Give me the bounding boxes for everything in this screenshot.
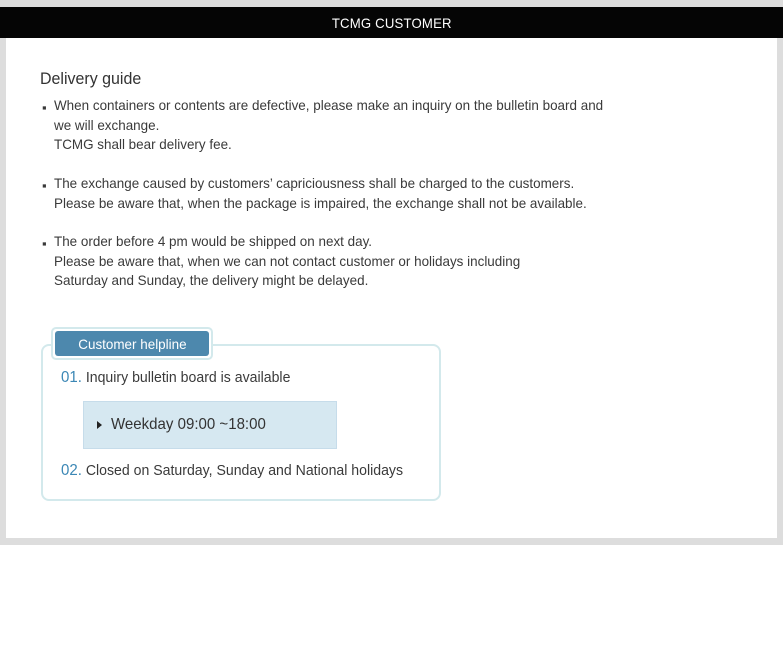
- helpline-tab: [51, 327, 213, 360]
- guide-line: When containers or contents are defective, please make an inquiry on the bulletin board and: [54, 97, 604, 113]
- helpline-item: [61, 369, 290, 387]
- helpline-item-text: Inquiry bulletin board is available: [85, 369, 291, 386]
- helpline-item: [61, 462, 403, 480]
- helpline-item-number: 01.: [61, 369, 82, 386]
- header-bar: [0, 7, 783, 38]
- content-panel: [6, 38, 777, 538]
- guide-line: TCMG shall bear delivery fee.: [54, 136, 232, 152]
- bullet-dot-icon: ▪: [42, 178, 47, 193]
- helpline-title: Customer helpline: [77, 335, 187, 352]
- delivery-guide-title: Delivery guide: [40, 69, 142, 88]
- header-title: TCMG CUSTOMER: [331, 14, 452, 31]
- guide-line: The order before 4 pm would be shipped on next day.: [54, 233, 373, 249]
- guide-line: Please be aware that, when the package is impaired, the exchange shall not be available.: [54, 194, 587, 211]
- helpline-item-number: 02.: [61, 462, 82, 479]
- guide-line: Saturday and Sunday, the delivery might be delayed.: [54, 272, 369, 288]
- bullet-dot-icon: ▪: [42, 236, 47, 251]
- guide-line: Please be aware that, when we can not contact customer or holidays including: [54, 252, 521, 269]
- guide-line: we will exchange.: [54, 116, 160, 133]
- triangle-right-icon: [97, 421, 102, 429]
- helpline-item-text: Closed on Saturday, Sunday and National holidays: [85, 462, 404, 479]
- business-hours-text: Weekday 09:00 ~18:00: [111, 416, 266, 433]
- bullet-dot-icon: ▪: [42, 100, 47, 115]
- guide-line: The exchange caused by customers’ capriciousness shall be charged to the customers.: [54, 175, 575, 191]
- business-hours-box: [83, 401, 337, 449]
